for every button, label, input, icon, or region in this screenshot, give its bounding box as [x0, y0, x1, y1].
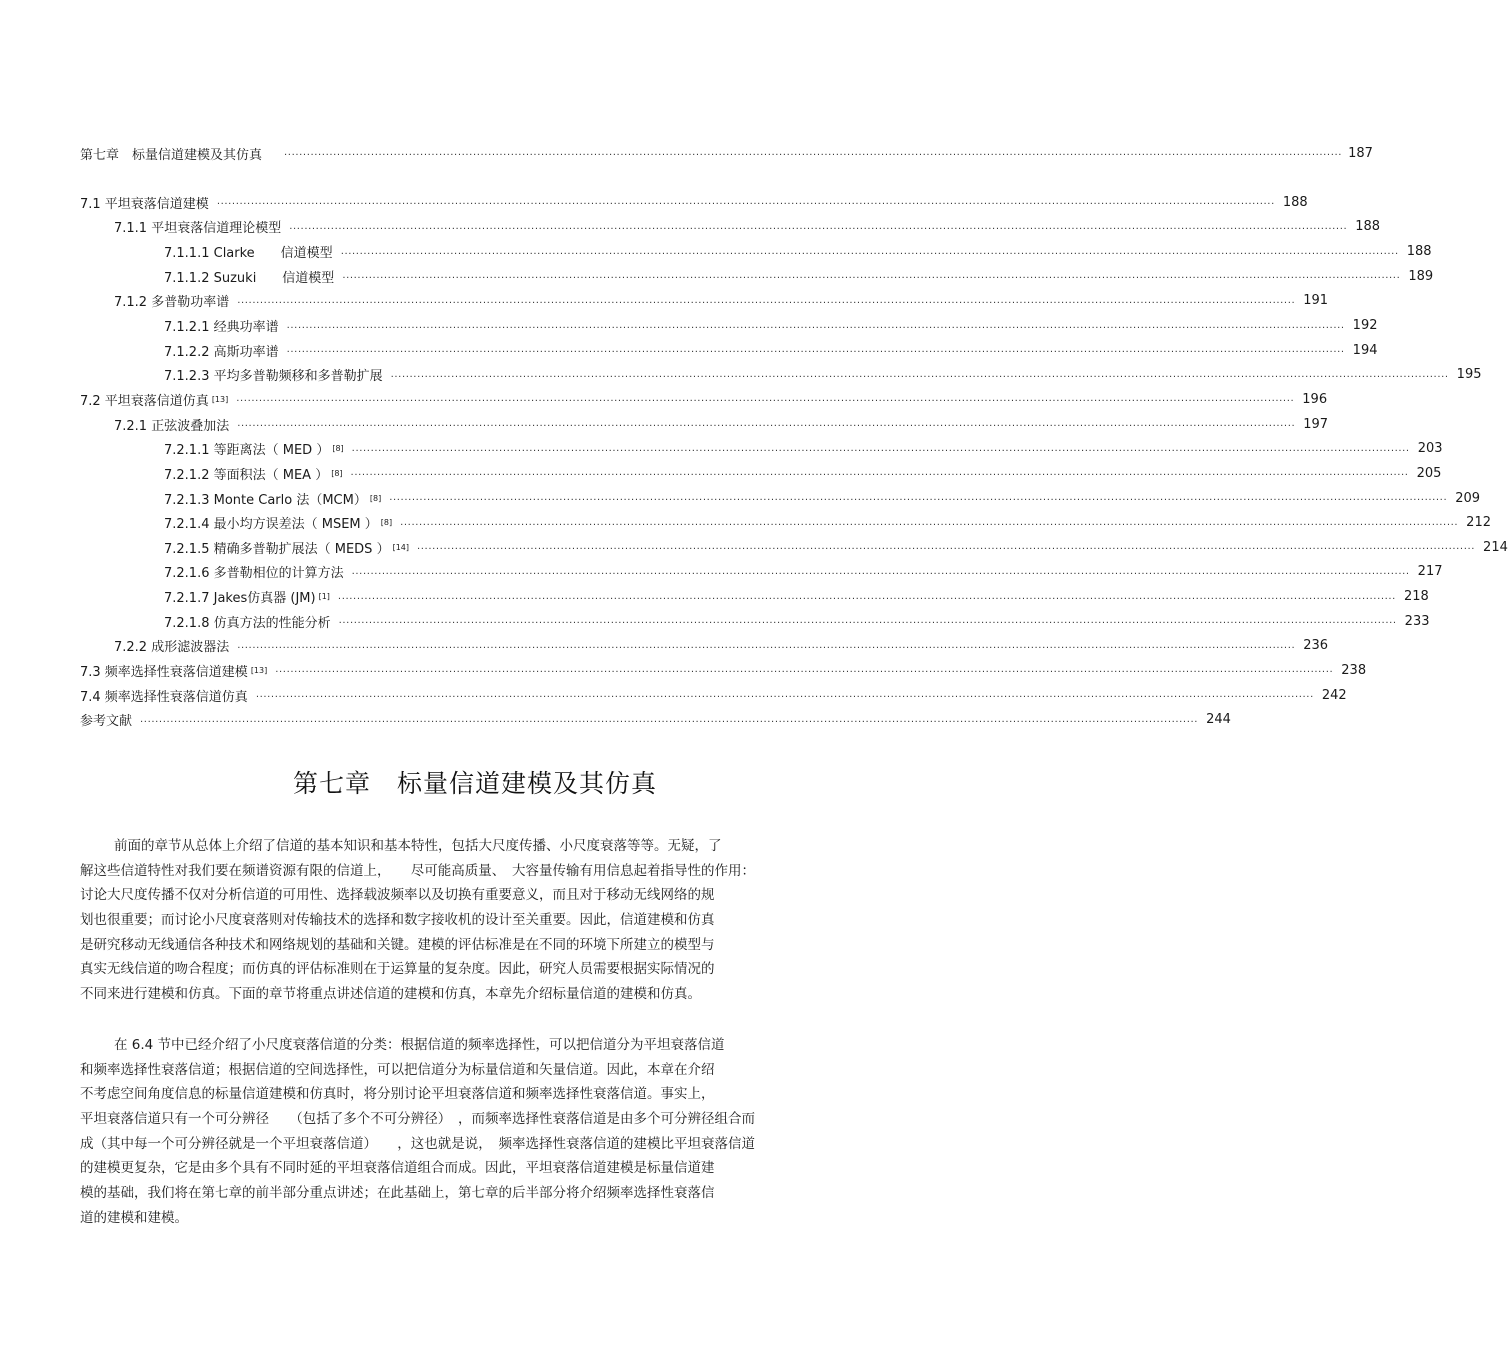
- toc-entry-citation: [13]: [211, 394, 229, 404]
- toc-entry[interactable]: [80, 584, 1429, 609]
- toc-leader-dots: ........................................................................................................................................................................................................................................................................................: [389, 492, 1448, 503]
- toc-entry[interactable]: [80, 683, 1347, 708]
- toc-entry-title: 7.2.1.8 仿真方法的性能分析: [164, 615, 331, 631]
- toc-entry[interactable]: [80, 412, 1329, 437]
- toc-leader-dots: ........................................................................................................................................................................................................................................................................................: [351, 442, 1410, 454]
- toc-leader-dots: ........................................................................................................................................................................................................................................................................................: [390, 368, 1449, 380]
- chapter-title: 第七章 标量信道建模及其仿真: [292, 769, 657, 798]
- toc-entry[interactable]: [80, 436, 1443, 461]
- toc-chapter-heading[interactable]: [80, 144, 1373, 163]
- toc-leader-dots: ........................................................................................................................................................................................................................................................................................: [236, 393, 1295, 405]
- toc-entry-title: 7.1.2.1 经典功率谱: [164, 320, 279, 336]
- toc-entry-title: 7.1.1.2 Suzuki 信道模型: [164, 270, 335, 286]
- paragraph-line: 平坦衰落信道只有一个可分辨径 （包括了多个不可分辨径） ，而频率选择性衰落信道是由多个可分辨径组合而: [80, 1111, 755, 1128]
- toc-entry-citation: [13]: [250, 665, 268, 675]
- toc-entry-page: 191: [1303, 293, 1329, 309]
- toc-entry-title: 7.2.1.5 精确多普勒扩展法（ MEDS ）: [164, 541, 390, 557]
- paragraph-line: 和频率选择性衰落信道；根据信道的空间选择性，可以把信道分为标量信道和矢量信道。因此，本章在介绍: [80, 1061, 715, 1078]
- toc-entry-page: 217: [1417, 564, 1443, 580]
- toc-leader-dots: ........................................................................................................................................................................................................................................................................................: [237, 294, 1296, 306]
- paragraph-line: 划也很重要；而讨论小尺度衰落则对传输技术的选择和数字接收机的设计至关重要。因此，信道建模和仿真: [80, 912, 715, 929]
- toc-entry-title: 7.4 频率选择性衰落信道仿真: [80, 689, 248, 705]
- toc-entry-page: 233: [1404, 613, 1430, 629]
- toc-entry-title: 7.2.1.2 等面积法（ MEA ）: [164, 467, 329, 483]
- toc-leader-dots: ........................................................................................................................................................................................................................................................................................: [284, 147, 1343, 158]
- toc-entry-title: 7.2.1.1 等距离法（ MED ）: [164, 443, 330, 459]
- paragraph-line: 的建模更复杂，它是由多个具有不同时延的平坦衰落信道组合而成。因此，平坦衰落信道建模是标量信道建: [80, 1160, 715, 1177]
- body-paragraph-2: [80, 1033, 840, 1231]
- toc-entry-page: 238: [1341, 662, 1367, 678]
- toc-entry[interactable]: [80, 264, 1434, 289]
- toc-leader-dots: ........................................................................................................................................................................................................................................................................................: [255, 689, 1314, 701]
- toc-leader-dots: ........................................................................................................................................................................................................................................................................................: [140, 713, 1199, 725]
- toc-entry-page: 195: [1456, 367, 1482, 383]
- toc-entry-page: 244: [1206, 712, 1231, 728]
- toc-entry[interactable]: [80, 560, 1443, 585]
- toc-entry-page: 214: [1483, 539, 1508, 555]
- table-of-contents: [80, 190, 1508, 732]
- paragraph-line: 不考虑空间角度信息的标量信道建模和仿真时，将分别讨论平坦衰落信道和频率选择性衰落信道。事实上，: [80, 1086, 715, 1103]
- paragraph-line: 模的基础，我们将在第七章的前半部分重点讲述；在此基础上，第七章的后半部分将介绍频率选择性衰落信: [80, 1185, 715, 1202]
- paragraph-line: 道的建模和建模。: [80, 1209, 188, 1226]
- toc-leader-dots: ........................................................................................................................................................................................................................................................................................: [400, 516, 1459, 528]
- toc-leader-dots: ........................................................................................................................................................................................................................................................................................: [286, 319, 1345, 331]
- toc-entry-title: 7.1.2.3 平均多普勒频移和多普勒扩展: [164, 369, 383, 385]
- toc-entry[interactable]: [80, 289, 1329, 314]
- paragraph-line: 成（其中每一个可分辨径就是一个平坦衰落信道） ，这也就是说， 频率选择性衰落信道的建模比平坦衰落信道: [80, 1135, 755, 1152]
- toc-leader-dots: ........................................................................................................................................................................................................................................................................................: [286, 344, 1345, 356]
- toc-entry-citation: [1]: [318, 592, 330, 602]
- toc-entry[interactable]: [80, 362, 1482, 387]
- toc-entry-title: 7.2.1.6 多普勒相位的计算方法: [164, 566, 344, 582]
- toc-entry-page: 218: [1403, 589, 1429, 605]
- toc-entry[interactable]: [80, 239, 1432, 264]
- toc-entry-page: 212: [1466, 515, 1491, 531]
- toc-entry-title: 7.2 平坦衰落信道仿真: [80, 393, 209, 409]
- paragraph-line: 真实无线信道的吻合程度；而仿真的评估标准则在于运算量的复杂度。因此，研究人员需要根据实际情况的: [80, 961, 715, 978]
- toc-leader-dots: ........................................................................................................................................................................................................................................................................................: [342, 270, 1401, 282]
- toc-entry[interactable]: [80, 609, 1430, 634]
- paragraph-line: 讨论大尺度传播不仅对分析信道的可用性、选择载波频率以及切换有重要意义，而且对于移动无线网络的规: [80, 887, 715, 904]
- toc-entry-title: 7.1.2 多普勒功率谱: [114, 295, 230, 311]
- toc-entry-citation: [8]: [332, 444, 344, 454]
- toc-entry[interactable]: [80, 658, 1367, 683]
- toc-leader-dots: ........................................................................................................................................................................................................................................................................................: [216, 196, 1275, 208]
- paragraph-line: 前面的章节从总体上介绍了信道的基本知识和基本特性，包括大尺度传播、小尺度衰落等等。无疑，了: [114, 838, 722, 854]
- toc-entry-title: 7.2.1.7 Jakes仿真器 (JM): [164, 591, 316, 607]
- toc-entry-title: 7.1.1.1 Clarke 信道模型: [164, 246, 333, 262]
- toc-entry-title: 7.1.1 平坦衰落信道理论模型: [114, 221, 282, 237]
- toc-leader-dots: ........................................................................................................................................................................................................................................................................................: [337, 590, 1396, 602]
- toc-entry[interactable]: [80, 338, 1378, 363]
- toc-entry-citation: [8]: [331, 468, 343, 478]
- toc-entry-title: 7.2.1 正弦波叠加法: [114, 418, 230, 434]
- toc-entry-page: 209: [1455, 490, 1481, 506]
- toc-entry-page: 188: [1406, 244, 1432, 260]
- toc-entry[interactable]: [80, 634, 1329, 659]
- toc-entry-page: 188: [1282, 194, 1308, 210]
- toc-entry[interactable]: [80, 535, 1508, 560]
- toc-entry-page: 205: [1416, 465, 1442, 481]
- toc-entry[interactable]: [80, 486, 1481, 511]
- toc-entry[interactable]: [80, 190, 1308, 215]
- toc-entry-page: 242: [1321, 687, 1347, 703]
- toc-entry-citation: [8]: [369, 493, 382, 503]
- toc-entry[interactable]: [80, 387, 1328, 412]
- toc-leader-dots: ........................................................................................................................................................................................................................................................................................: [237, 418, 1296, 430]
- body-paragraph-1: [80, 834, 840, 1007]
- toc-entry-title: 参考文献: [80, 714, 133, 730]
- toc-entry-page: 236: [1303, 638, 1329, 654]
- toc-leader-dots: ........................................................................................................................................................................................................................................................................................: [338, 615, 1397, 627]
- toc-entry-citation: [8]: [380, 518, 393, 528]
- paragraph-line: 不同来进行建模和仿真。下面的章节将重点讲述信道的建模和仿真，本章先介绍标量信道的建模和仿真。: [80, 986, 701, 1003]
- toc-entry-page: 188: [1355, 219, 1381, 235]
- toc-entry-title: 7.2.2 成形滤波器法: [114, 640, 230, 656]
- toc-leader-dots: ........................................................................................................................................................................................................................................................................................: [351, 565, 1410, 577]
- toc-entry[interactable]: [80, 707, 1231, 732]
- toc-entry-title: 7.1.2.2 高斯功率谱: [164, 344, 279, 360]
- paragraph-line: 是研究移动无线通信各种技术和网络规划的基础和关键。建模的评估标准是在不同的环境下所建立的模型与: [80, 936, 715, 953]
- toc-entry-page: 194: [1352, 342, 1378, 358]
- toc-entry-title: 7.2.1.3 Monte Carlo 法（MCM）: [164, 492, 367, 508]
- toc-entry-title: 7.3 频率选择性衰落信道建模: [80, 664, 248, 680]
- toc-entry-citation: [14]: [392, 542, 409, 552]
- paragraph-line: 解这些信道特性对我们要在频谱资源有限的信道上， 尽可能高质量、 大容量传输有用信息起着指导性的作用：: [80, 862, 755, 879]
- toc-entry[interactable]: [80, 313, 1378, 338]
- toc-entry-page: 197: [1303, 416, 1329, 432]
- toc-entry[interactable]: [80, 215, 1381, 240]
- toc-entry[interactable]: [80, 461, 1442, 486]
- toc-leader-dots: ........................................................................................................................................................................................................................................................................................: [237, 639, 1296, 651]
- toc-entry-page: 196: [1302, 391, 1328, 407]
- toc-entry-page: 192: [1352, 318, 1378, 334]
- toc-entry-title: 7.2.1.4 最小均方误差法（ MSEM ）: [164, 517, 378, 533]
- toc-chapter-page: 187: [1348, 145, 1373, 161]
- toc-leader-dots: ........................................................................................................................................................................................................................................................................................: [350, 467, 1409, 479]
- toc-entry-page: 203: [1417, 441, 1443, 457]
- toc-leader-dots: ........................................................................................................................................................................................................................................................................................: [417, 541, 1476, 553]
- toc-leader-dots: ........................................................................................................................................................................................................................................................................................: [289, 220, 1348, 232]
- toc-entry-title: 7.1 平坦衰落信道建模: [80, 196, 209, 212]
- toc-leader-dots: ........................................................................................................................................................................................................................................................................................: [275, 664, 1334, 676]
- paragraph-line: 在 6.4 节中已经介绍了小尺度衰落信道的分类：根据信道的频率选择性，可以把信道分为平坦衰落信道: [114, 1037, 725, 1053]
- toc-chapter-title: 第七章 标量信道建模及其仿真: [80, 147, 263, 163]
- toc-leader-dots: ........................................................................................................................................................................................................................................................................................: [340, 245, 1399, 257]
- toc-entry-page: 189: [1408, 268, 1434, 284]
- toc-entry[interactable]: [80, 510, 1491, 535]
